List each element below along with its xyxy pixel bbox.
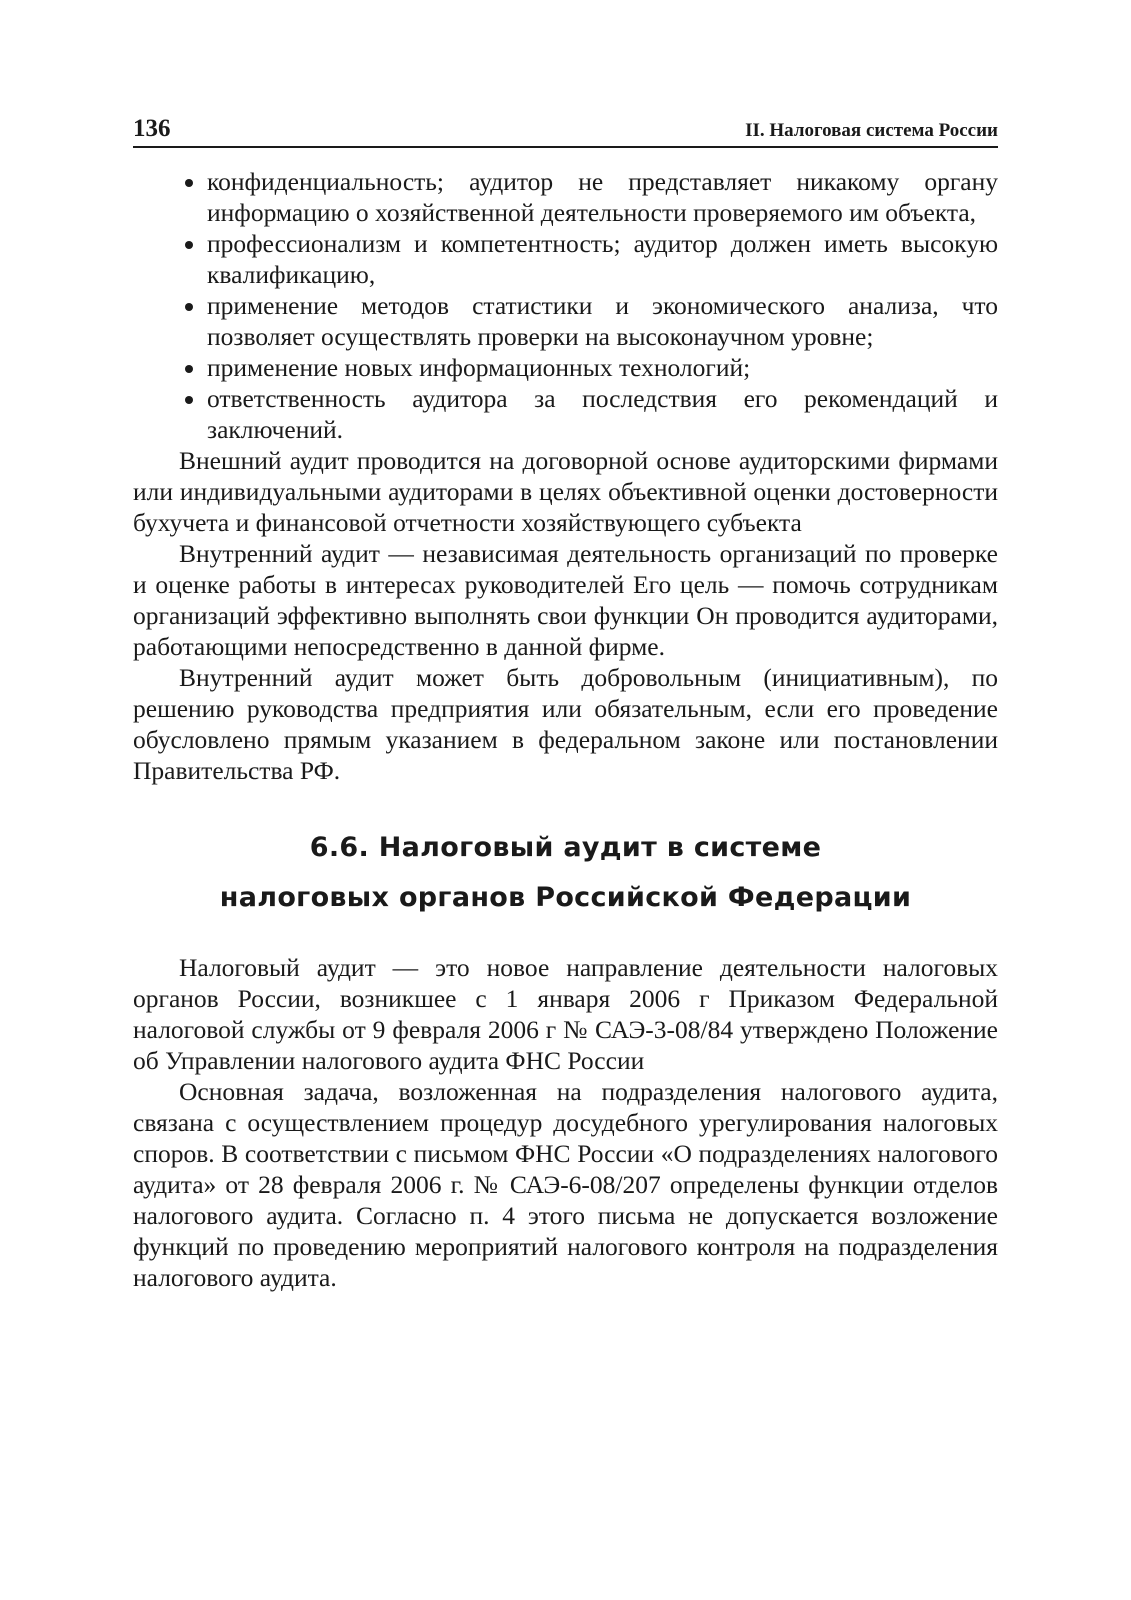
list-item: конфиденциальность; аудитор не представляет никакому органу информацию о хозяйственной деятельности проверяемого им объекта, xyxy=(133,166,998,228)
paragraph: Внутренний аудит может быть добровольным (инициативным), по решению руководства предприятия или обязательным, если его проведение обусловлено прямым указанием в федеральном законе или постановлении Правительства РФ. xyxy=(133,663,998,785)
section-heading xyxy=(133,823,998,923)
list-item: ответственность аудитора за последствия его рекомендаций и заключений. xyxy=(133,383,998,445)
section-heading-line: налоговых органов Российской Федерации xyxy=(219,882,912,913)
paragraph: Налоговый аудит — это новое направление деятельности налоговых органов России, возникшее с 1 января 2006 г Приказом Федеральной налоговой службы от 9 февраля 2006 г № САЭ-3-08/84 утверждено Положение об Управлении налогового аудита ФНС России xyxy=(133,953,998,1075)
list-item: профессионализм и компетентность; аудитор должен иметь высокую квалификацию, xyxy=(133,228,998,290)
list-item: применение новых информационных технологий; xyxy=(133,352,998,383)
paragraph: Внешний аудит проводится на договорной основе аудиторскими фирмами или индивидуальными аудиторами в целях объективной оценки достоверности бухучета и финансовой отчетности хозяйствующего субъекта xyxy=(133,446,998,537)
page-body xyxy=(133,166,998,1293)
running-head: II. Налоговая система России xyxy=(745,120,998,141)
page-number: 136 xyxy=(133,115,171,142)
page-header xyxy=(133,112,998,148)
list-item: применение методов статистики и экономического анализа, что позволяет осуществлять проверки на высоконаучном уровне; xyxy=(133,290,998,352)
section-heading-line: 6.6. Налоговый аудит в системе xyxy=(309,832,822,863)
paragraph: Внутренний аудит — независимая деятельность организаций по проверке и оценке работы в интересах руководителей Его цель — помочь сотрудникам организаций эффективно выполнять свои функции Он проводится аудиторами, работающими непосредственно в данной фирме. xyxy=(133,539,998,661)
paragraph: Основная задача, возложенная на подразделения налогового аудита, связана с осуществлением процедур досудебного урегулирования налоговых споров. В соответствии с письмом ФНС России «О подразделениях налогового аудита» от 28 февраля 2006 г. № САЭ-6-08/207 определены функции отделов налогового аудита. Согласно п. 4 этого письма не допускается возложение функций по проведению мероприятий налогового контроля на подразделения налогового аудита. xyxy=(133,1077,998,1292)
bullet-list xyxy=(133,166,998,445)
